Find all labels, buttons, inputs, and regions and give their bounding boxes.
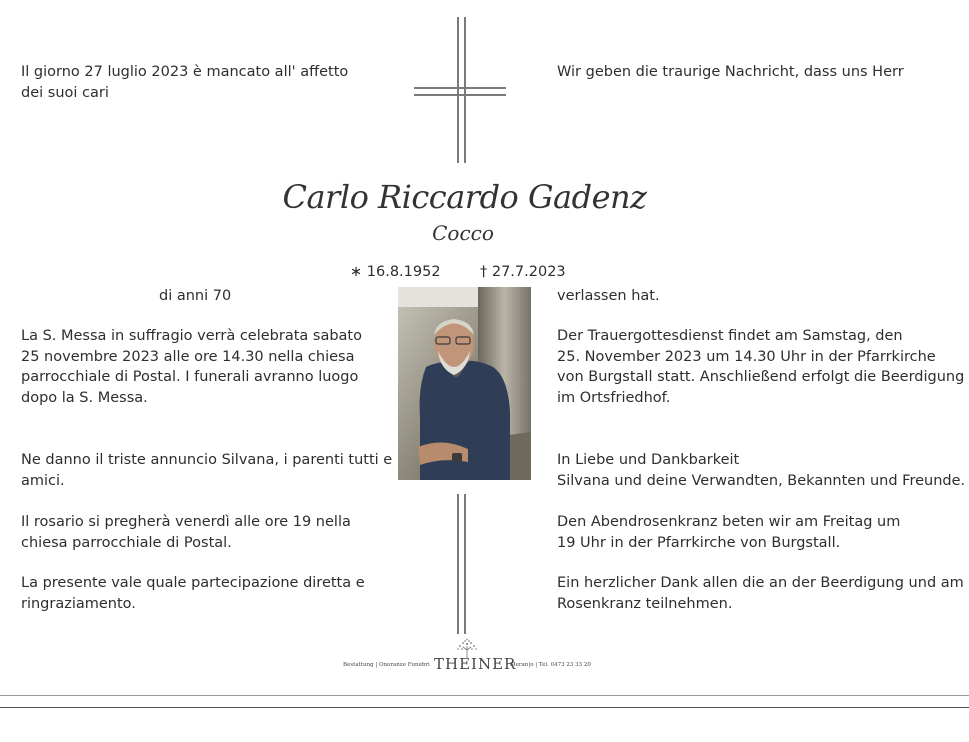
german-mass-text: Der Trauergottesdienst findet am Samstag, den 25. November 2023 um 14.30 Uhr in der Pfarrkirche von Burgstall statt. Anschließend erfolgt die Beerdigung im Ortsfriedhof. [557,328,965,406]
italian-mass-text: La S. Messa in suffragio verrà celebrata sabato 25 novembre 2023 alle ore 14.30 nella chiesa parrocchiale di Postal. I funerali avranno luogo dopo la S. Messa. [21,328,362,406]
brand-logo: THEINER [434,655,517,673]
german-intro: Wir geben die traurige Nachricht, dass uns Herr [557,64,904,80]
italian-intro: Il giorno 27 luglio 2023 è mancato all' affetto dei suoi cari [21,64,349,101]
italian-announce-text: Ne danno il triste annuncio Silvana, i parenti tutti e amici. [21,452,393,489]
death-date: † 27.7.2023 [480,264,566,280]
portrait-photo [398,287,531,480]
italian-rosary-text: Il rosario si pregherà venerdì alle ore 19 nella chiesa parrocchiale di Postal. [21,514,351,551]
italian-notice-text: La presente vale quale partecipazione diretta e ringraziamento. [21,575,365,612]
footer-left-text: Bestattung | Onoranze Funebri [343,662,430,668]
german-left-text: verlassen hat. [557,288,660,304]
footer-right-text: Meran|o | Tel. 0473 23 33 20 [510,662,591,668]
german-love-text: In Liebe und Dankbarkeit Silvana und deine Verwandten, Bekannten und Freunde. [557,452,966,489]
age-text: di anni 70 [159,288,232,304]
deceased-nickname: Cocco [432,221,494,245]
bottom-rule-top [0,695,969,696]
german-thanks-text: Ein herzlicher Dank allen die an der Beerdigung und am Rosenkranz teilnehmen. [557,575,964,612]
bottom-rule-bottom [0,707,969,708]
birth-date: ∗ 16.8.1952 [350,264,441,280]
german-rosary-text: Den Abendrosenkranz beten wir am Freitag um 19 Uhr in der Pfarrkirche von Burgstall. [557,514,901,551]
deceased-name: Carlo Riccardo Gadenz [282,178,647,216]
